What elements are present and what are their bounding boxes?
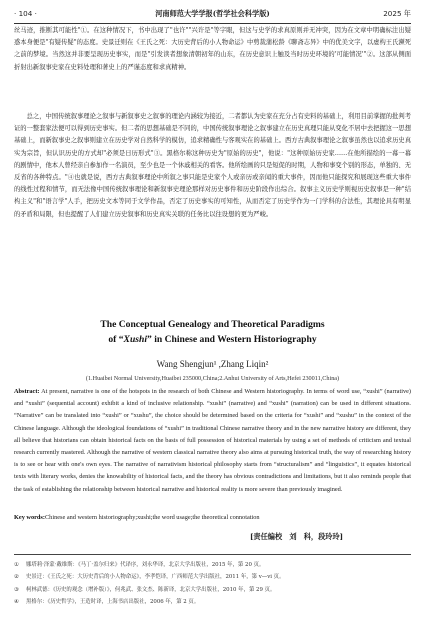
- editor-note: [责任编校 刘 科，段玲玲]: [250, 532, 344, 541]
- english-title-suffix: ” in Chinese and Western Historiography: [147, 334, 317, 345]
- english-authors: Wang Shengjun¹ ,Zhang Liqin²: [156, 359, 269, 369]
- english-affiliation: (1.Huaibei Normal University,Huaibei 235000,China;2.Anhui University of Arts,Hefei 230011,China): [85, 375, 340, 382]
- abstract-label: Abstract:: [14, 388, 40, 395]
- footnote-marker: ①: [14, 562, 19, 568]
- header-rule: [14, 23, 411, 24]
- issue-year: 2025 年: [383, 9, 411, 18]
- footnote-rule: [14, 554, 411, 555]
- footnote-text: 娜塔莉·泽蒙·戴维斯：《马丁·盖尔归来》代译序，刘永华译，北京大学出版社，2015 年，第 20 页。: [26, 562, 265, 568]
- footnote-item: [14, 571, 411, 583]
- english-abstract: [14, 386, 411, 496]
- english-keywords: [14, 512, 411, 524]
- footnote-marker: ②: [14, 574, 19, 581]
- abstract-text: At present, narrative is one of the hotspots in the research of both Chinese and Western historiography. In terms of word use, “xushi” (narrative) and “xushi” (sequential account) exhibit a kind of inclusive relationship. “xushi” (narrative) and “xushi” (narration) can be used in different situations. “Narrative” can be translated into “xushi” or “xushu”, the choice should be determined based on the criteria for “xushi” and “xushu” in the context of the Chinese language. Although the ideological foundations of “xushi” in traditional Chinese narrative theory and in the new narrative history are different, they all believe that historians can obtain historical facts on the basis of full possession of historical materials by using a set of methods of criticism and textual research currently mastered. Although the narrative of western classical narrative theory also aims at pursuing historical truth, the way of researching history is to see or hear with one's own eyes. The narrative of narrativism historical philosophy starts from “structuralism” and “linguistics”, it equates historical texts with literary works, denies the knowability of historical facts, and the theory has obvious contradictions and limitations, but it also reminds people that the task of establishing the relationship between historical narrative and historical reality is more severe than previously imagined.: [14, 388, 411, 493]
- footnote-marker: ③: [14, 586, 19, 593]
- english-title-line-2: [14, 333, 411, 346]
- english-title-prefix: of “: [108, 334, 124, 345]
- footnote-marker: ④: [14, 598, 19, 605]
- running-header: [14, 7, 411, 21]
- footnote-text: 史景迁：《王氏之死：大历史背后的小人物命运》，李孝恺译，广西师范大学出版社，2011 年，第 v—vi 页。: [26, 574, 285, 581]
- english-title-line-1: The Conceptual Genealogy and Theoretical Paradigms: [100, 319, 325, 330]
- keywords-text: Chinese and western historiography;xushi;the word usage;the theoretical connotation: [44, 514, 260, 521]
- footnote-text: 柯林武德：《历史的观念（增补版）》，何兆武、张文杰、陈新译，北京大学出版社，2010 年，第 29 页。: [26, 586, 276, 593]
- journal-name: 河南师范大学学报(哲学社会科学版): [155, 9, 270, 18]
- page-number: · 104 ·: [14, 9, 37, 18]
- footnote-item: [14, 584, 411, 596]
- body-paragraph-2: 总之，中国传统叙事理论之叙事与新叙事史之叙事的理论内涵较为接近，二者都认为史家在充分占有史料的基础上，利用目前掌握的批判考证的一整套家法便可以得到历史事实。但二者的思想基础是不同的，中国传统叙事理论之叙事建立在历史真理只能从变化不居中去把握这一思想基础上，而新叙事史之叙事则建立在历史学对自然科学的模仿，追求精确性与客观实在的基础上。西方古典叙事理论之叙事虽然也以追求历史真实为宗旨，但认识历史的方式却"必须是日历形式"③。黑格尔称这种历史为"原始的历史"，他说："这种原始历史家……在他所描绘的一幕一幕的剧情中，他本人曾经亲自参加作一名演员，至少也是一个休戚相关的看客。他所绘画的只是短促的时期，人物和事变个别的形态，单独的、无反省的各种特点。"④也就是说，西方古典叙事理论中所叙之事只能是史家个人或亲历或亲闻的重大事件，因而他只能探究和展现这些重大事件的线性过程和情节，而无法像中国传统叙事理论和新叙事史理论那样对历史事件和历史阶段作出综合。叙事主义历史学则视历史叙事是一种"结构主义"和"语言学"人手，把历史文本等同于文学作品，否定了历史事实的可知性，从而否定了历史学作为一门学科的合法性，其理论具有明显的矛盾和局限，但也提醒了人们建立历史叙事和历史真实关联的任务比以往设想的更为严峻。: [14, 113, 411, 218]
- footnote-item: [14, 596, 411, 608]
- body-paragraph-1: 丝马迹，推断其可能性"①。在这种情况下，书中出现了"也许""兴许是"等字眼，但这与史学的求真原则并无冲突，因为在文章中明确标注出疑惑本身便是"有疑传疑"的态度。史景迁则在《王氏之死：大历史背后的小人物命运》中剪裁蒲松龄《聊斋志异》中的优美文字，以虚构王氏濒死之前的梦境。当然这并非要呈现历史事实，而是"引发读者想象清朝初年的山东，在历史意识上触及当时历史环境的'可能情况'"②。这部从侧面折射出新叙事史家在史料处理和著史上的严谨态度和求真精神。: [14, 27, 411, 71]
- footnotes-list: [14, 559, 411, 608]
- footnote-item: [14, 559, 411, 571]
- english-title-term: Xushi: [123, 334, 148, 345]
- keywords-label: Key words:: [14, 514, 45, 521]
- footnote-text: 黑格尔：《历史哲学》，王造时译，上海书店出版社，2006 年，第 2 页。: [26, 598, 200, 605]
